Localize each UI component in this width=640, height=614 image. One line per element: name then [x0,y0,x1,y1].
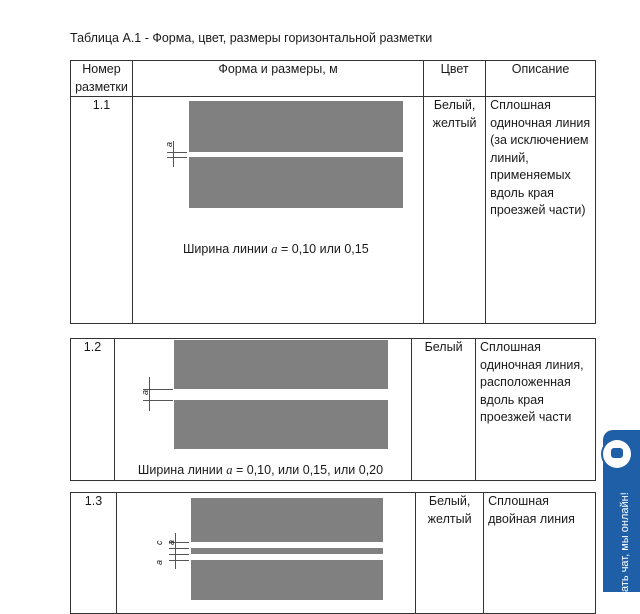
marking-description: Сплошная одиночная линия (за исключением линий, применяемых вдоль края проезжей части) [486,97,596,324]
dimension-label-c: c [153,540,164,545]
markings-table-1 [70,60,596,324]
marking-description: Сплошная одиночная линия, расположенная вдоль края проезжей части [476,339,596,481]
header-shape: Форма и размеры, м [132,61,423,97]
marking-figure [114,339,411,481]
dimension-line [167,157,187,158]
marking-color: Белый [412,339,476,481]
dimension-label: a [139,389,150,395]
marking-description: Сплошная двойная линия [484,493,596,614]
dimension-line [169,554,189,555]
marking-number: 1.2 [71,339,115,481]
line-width-note: Ширина линии a = 0,10, или 0,15, или 0,20 [137,463,384,477]
header-color: Цвет [424,61,486,97]
markings-table-3 [70,492,596,614]
marking-number: 1.3 [71,493,117,614]
line-bar-bottom [174,400,388,449]
table-row [71,339,596,481]
dimension-line [169,560,189,561]
marking-color: Белый, желтый [416,493,484,614]
line-bar-middle [191,548,383,554]
header-description: Описание [486,61,596,97]
chat-icon[interactable] [603,440,631,468]
table-header-row [71,61,596,97]
dimension-label-a: a [165,539,176,545]
line-bar-top [189,101,403,152]
line-bar-top [174,340,388,389]
dimension-line [143,400,173,401]
chat-widget-label[interactable]: ать чат, мы онлайн! [619,492,631,592]
dimension-tick [175,533,176,569]
dimension-label-a: a [153,559,164,565]
marking-number: 1.1 [71,97,133,324]
header-number: Номер разметки [71,61,133,97]
dimension-label: a [163,141,174,147]
table-row [71,97,596,324]
markings-table-2 [70,338,596,481]
table-caption: Таблица А.1 - Форма, цвет, размеры горизонтальной разметки [70,31,433,45]
table-row [71,493,596,614]
line-bar-bottom [189,157,403,208]
marking-color: Белый, желтый [424,97,486,324]
dimension-line [169,548,189,549]
marking-figure [132,97,423,324]
dimension-line [167,152,187,153]
marking-figure [116,493,415,614]
line-bar-top [191,498,383,542]
line-bar-bottom [191,560,383,600]
line-width-note: Ширина линии a = 0,10 или 0,15 [182,242,369,256]
